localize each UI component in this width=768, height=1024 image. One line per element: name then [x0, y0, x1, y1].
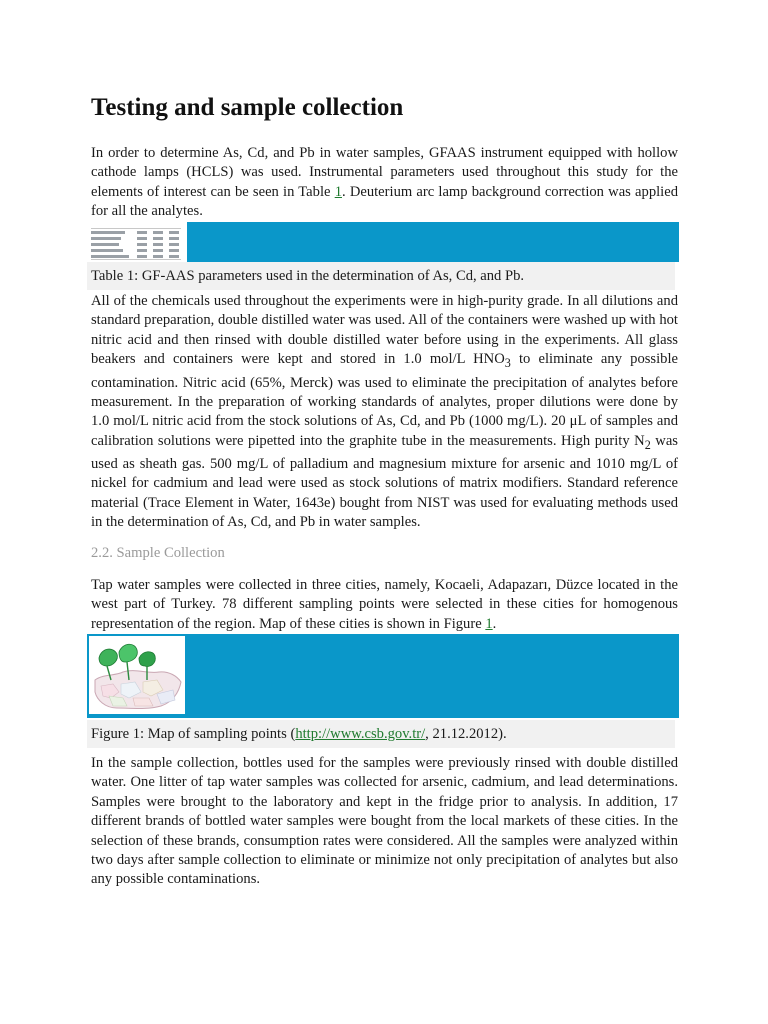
chemicals-text-2: to eliminate any possible contamination. Nitric acid (65%, Merck) was used to eliminate the precipitation of analytes before measurement. In the preparation of working standards of analytes, proper dilutions were done by 1.0 mol/L nitric acid from the stock solutions of As, Cd, and Pb (1000 mg/L). 20 μL of samples and calibration solutions were pipetted into the graphite tube in the measurements. High purity N [91, 351, 678, 449]
figure-1-link[interactable]: 1 [485, 615, 493, 632]
figure-1-banner [87, 634, 679, 718]
table-1-thumbnail[interactable] [87, 222, 187, 262]
figure-caption-date: , 21.12.2012). [425, 726, 507, 742]
tapwater-paragraph [91, 576, 678, 634]
intro-text-end: . Deuterium arc lamp background correction was applied for all the analytes. [91, 183, 678, 220]
table-1-banner [87, 222, 679, 262]
figure-1-caption [87, 720, 675, 748]
tapwater-text-end: . [492, 615, 497, 632]
tapwater-text: Tap water samples were collected in three cities, namely, Kocaeli, Adapazarı, Düzce located in the west part of Turkey. 78 different sampling points were selected in these cities for homogenous representation of the region. Map of these cities is shown in Figure [91, 577, 678, 632]
chemicals-text-3: was used as sheath gas. 500 mg/L of palladium and magnesium mixture for arsenic and 1010 mg/L of nickel for cadmium and lead were used as stock solutions of matrix modifiers. Standard reference material (Trace Element in Water, 1643e) bought from NIST was used for evaluating methods used in the determination of As, Cd, and Pb in water samples. [91, 432, 678, 531]
section-heading: Testing and sample collection [91, 94, 404, 121]
table-1-caption: Table 1: GF-AAS parameters used in the determination of As, Cd, and Pb. [87, 262, 675, 290]
table-1-link[interactable]: 1 [334, 183, 342, 200]
csb-source-link[interactable]: http://www.csb.gov.tr/ [295, 726, 426, 742]
intro-paragraph [91, 144, 678, 222]
collection-paragraph: In the sample collection, bottles used for the samples were previously rinsed with double distilled water. One litter of tap water samples was collected for arsenic, cadmium, and lead determinations. Samples were brought to the laboratory and kept in the fridge prior to analysis. In addition, 17 different brands of bottled water samples were bought from the local markets of these cities. In the selection of these brands, consumption rates were considered. All the samples were analyzed within two days after sample collection to eliminate or minimize not only precipitation of analytes but also any possible contaminations. [91, 755, 678, 888]
chemicals-text-1: All of the chemicals used throughout the experiments were in high-purity grade. In all dilutions and standard preparation, double distilled water was used. All of the containers were washed up with hot nitric acid and then rinsed with double distilled water before using in the experiments. All glass beakers and containers were kept and stored in 1.0 mol/L HNO [91, 293, 678, 368]
subscript-2: 2 [644, 437, 651, 452]
figure-caption-text: Figure 1: Map of sampling points ( [91, 726, 296, 742]
map-thumbnail[interactable] [89, 636, 185, 714]
subscript-3: 3 [504, 356, 511, 371]
intro-text: In order to determine As, Cd, and Pb in water samples, GFAAS instrument equipped with hollow cathode lamps (HCLS) was used. Instrumental parameters used throughout this study for the elements of interest can be seen in Table [91, 145, 678, 200]
subsection-heading: 2.2. Sample Collection [91, 545, 225, 561]
chemicals-paragraph [91, 292, 678, 533]
turkey-map-icon [89, 636, 185, 714]
